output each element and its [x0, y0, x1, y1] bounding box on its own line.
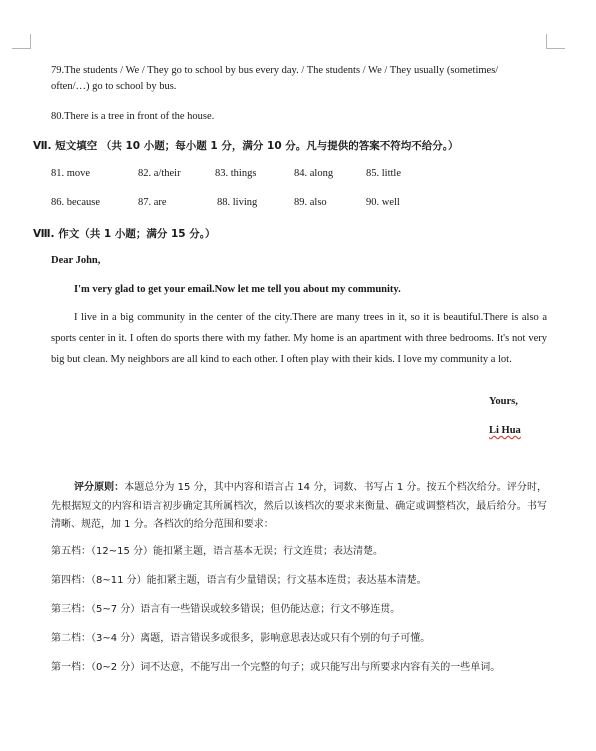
answer-89: 89. also	[294, 197, 327, 208]
section-7-title: Ⅶ. 短文填空 （共 10 小题；每小题 1 分，满分 10 分。凡与提供的答案不符均不给分。）	[33, 140, 459, 152]
answer-82: 82. a/their	[138, 168, 181, 179]
grading-intro-label: 评分原则：	[74, 482, 125, 493]
letter-body: I live in a big community in the center of the city.There are many trees in it, so it is beautiful.There is also a sports center in it. I often do sports there with my father. My home is an apartment with three bedrooms. It's not very big but clean. My neighbors are all kind to each other. I often play with their kids. I love my community a lot.	[51, 312, 547, 365]
answer-85: 85. little	[366, 168, 401, 179]
corner-mark-top-right	[546, 34, 565, 49]
corner-mark-top-left	[12, 34, 31, 49]
answer-90: 90. well	[366, 197, 400, 208]
section-8-title: Ⅷ. 作文（共 1 小题；满分 15 分。）	[33, 228, 216, 240]
letter-signature: Li Hua	[489, 425, 521, 436]
answer-86: 86. because	[51, 197, 100, 208]
letter-opening: I'm very glad to get your email.Now let me tell you about my community.	[74, 284, 401, 295]
grading-intro-text: 本题总分为 15 分，其中内容和语言占 14 分，词数、书写占 1 分。按五个档次给分。评分时，先根据短文的内容和语言初步确定其所属档次，然后以该档次的要求来衡量、确定或调整档次，最后给分。书写清晰、规范，加 1 分。各档次的给分范围和要求：	[51, 482, 548, 530]
grading-level-5: 第五档：（12~15 分）能扣紧主题，语言基本无误；行文连贯；表达清楚。	[51, 546, 384, 557]
grading-level-2: 第二档：（3~4 分）离题，语言错误多或很多，影响意思表达或只有个别的句子可懂。	[51, 633, 431, 644]
answer-84: 84. along	[294, 168, 334, 179]
answer-83: 83. things	[215, 168, 257, 179]
answer-87: 87. are	[138, 197, 167, 208]
q79-line-1: 79.The students / We / They go to school by bus every day. / The students / We / They usually (sometimes/	[51, 65, 499, 76]
answer-81: 81. move	[51, 168, 91, 179]
letter-closing: Yours,	[489, 396, 518, 407]
grading-intro	[51, 479, 547, 535]
q80-answer: 80.There is a tree in front of the house.	[51, 111, 215, 122]
grading-level-3: 第三档：（5~7 分）语言有一些错误或较多错误；但仍能达意；行文不够连贯。	[51, 604, 401, 615]
grading-level-1: 第一档：（0~2 分）词不达意，不能写出一个完整的句子；或只能写出与所要求内容有关的一些单词。	[51, 662, 501, 673]
letter-greeting: Dear John,	[51, 255, 101, 266]
answer-88: 88. living	[217, 197, 258, 208]
q79-line-2: often/…) go to school by bus.	[51, 81, 177, 92]
grading-level-4: 第四档：（8~11 分）能扣紧主题，语言有少量错误；行文基本连贯；表达基本清楚。	[51, 575, 427, 586]
